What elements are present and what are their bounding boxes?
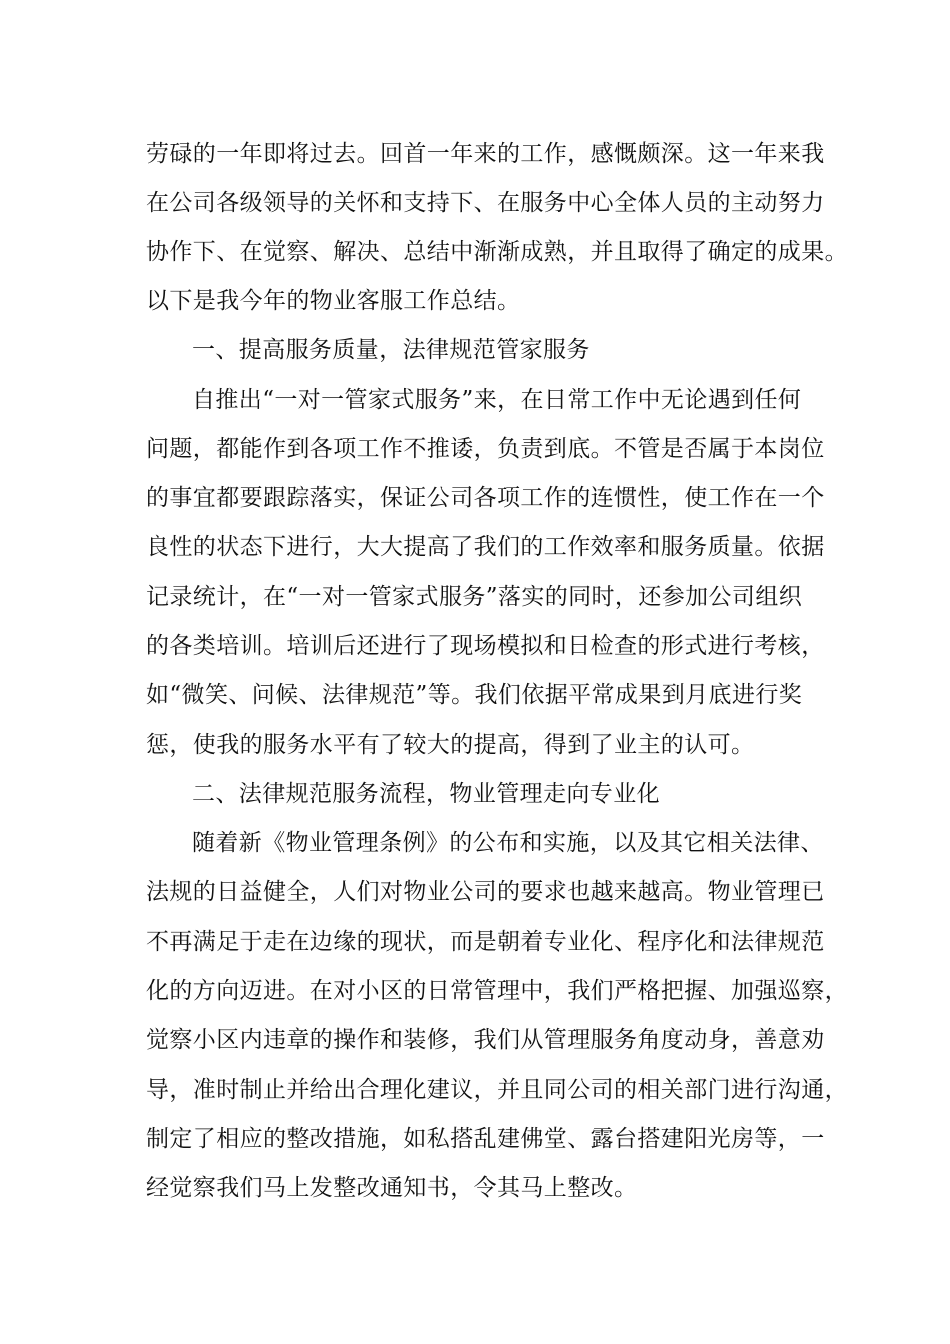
paragraph-2-line-1: 自推出“一对一管家式服务”来，在日常工作中无论遇到任何 <box>192 387 802 413</box>
paragraph-2-line-6: 的各类培训。培训后还进行了现场模拟和日检查的形式进行考核， <box>146 633 825 659</box>
paragraph-2-line-7: 如“微笑、问候、法律规范”等。我们依据平常成果到月底进行奖 <box>146 682 803 708</box>
paragraph-1-line-1: 劳碌的一年即将过去。回首一年来的工作，感慨颇深。这一年来我 <box>146 141 825 167</box>
paragraph-2-line-2: 问题，都能作到各项工作不推诿，负责到底。不管是否属于本岗位 <box>146 436 825 462</box>
paragraph-1-line-3: 协作下、在觉察、解决、总结中渐渐成熟，并且取得了确定的成果。 <box>146 239 848 265</box>
paragraph-3-line-7: 制定了相应的整改措施，如私搭乱建佛堂、露台搭建阳光房等，一 <box>146 1126 825 1152</box>
paragraph-2-line-5: 记录统计，在“一对一管家式服务”落实的同时，还参加公司组织 <box>146 584 803 610</box>
section-2-heading: 二、法律规范服务流程，物业管理走向专业化 <box>192 781 660 807</box>
paragraph-2-line-3: 的事宜都要跟踪落实，保证公司各项工作的连惯性，使工作在一个 <box>146 485 825 511</box>
paragraph-1-line-4: 以下是我今年的物业客服工作总结。 <box>146 288 521 314</box>
paragraph-3-line-5: 觉察小区内违章的操作和装修，我们从管理服务角度动身，善意劝 <box>146 1027 825 1053</box>
paragraph-3-line-3: 不再满足于走在边缘的现状，而是朝着专业化、程序化和法律规范 <box>146 929 825 955</box>
paragraph-2-line-4: 良性的状态下进行，大大提高了我们的工作效率和服务质量。依据 <box>146 534 825 560</box>
section-1-heading: 一、提高服务质量，法律规范管家服务 <box>192 337 590 363</box>
paragraph-3-line-6: 导，准时制止并给出合理化建议，并且同公司的相关部门进行沟通， <box>146 1077 848 1103</box>
paragraph-2-line-8: 惩，使我的服务水平有了较大的提高，得到了业主的认可。 <box>146 732 755 758</box>
paragraph-3-line-1: 随着新《物业管理条例》的公布和实施，以及其它相关法律、 <box>192 830 824 856</box>
paragraph-3-line-4: 化的方向迈进。在对小区的日常管理中，我们严格把握、加强巡察， <box>146 978 848 1004</box>
paragraph-1-line-2: 在公司各级领导的关怀和支持下、在服务中心全体人员的主动努力 <box>146 190 825 216</box>
paragraph-3-line-2: 法规的日益健全，人们对物业公司的要求也越来越高。物业管理已 <box>146 879 825 905</box>
paragraph-3-line-8: 经觉察我们马上发整改通知书，令其马上整改。 <box>146 1175 638 1201</box>
